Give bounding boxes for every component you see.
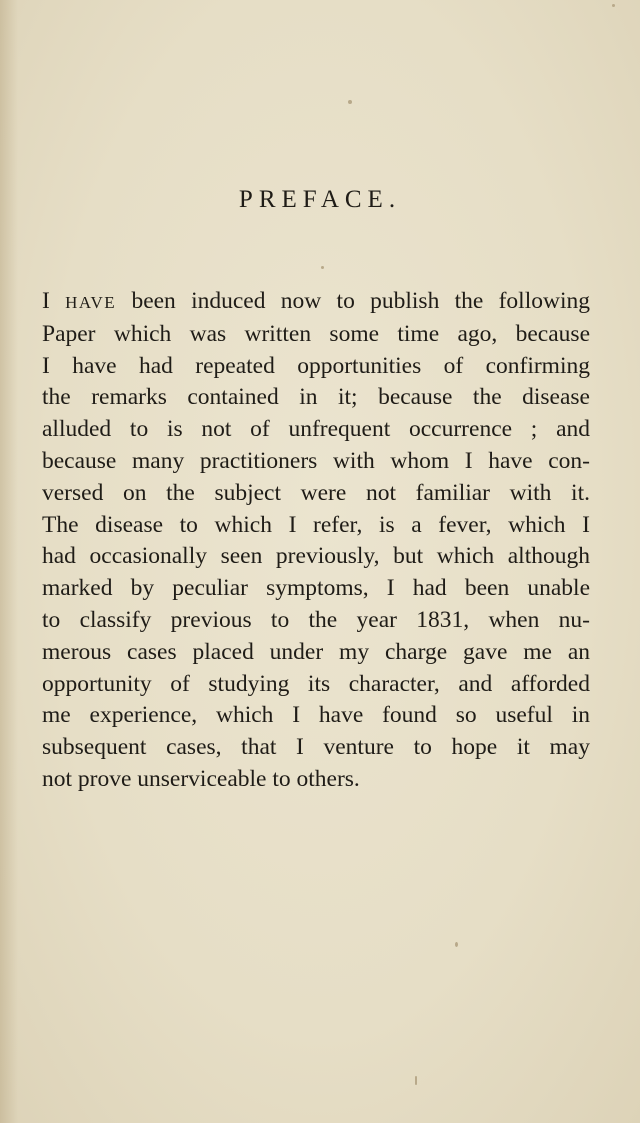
paragraph-line: Paper which was written some time ago, because: [42, 320, 590, 347]
paper-speck: [455, 942, 458, 947]
paper-speck: [612, 4, 615, 7]
page-gutter-shadow: [0, 0, 18, 1123]
paragraph-line: subsequent cases, that I venture to hope it may: [42, 734, 590, 761]
initial-word: I: [42, 288, 50, 314]
paragraph-line: had occasionally seen previously, but which although: [42, 543, 590, 570]
paragraph-line: opportunity of studying its character, and afforded: [42, 670, 590, 697]
paragraph-line: marked by peculiar symptoms, I had been unable: [42, 575, 590, 602]
paragraph-line: [42, 286, 590, 319]
paragraph-line: I have had repeated opportunities of confirming: [42, 352, 590, 379]
paragraph-line: versed on the subject were not familiar with it.: [42, 479, 590, 506]
paragraph-line: The disease to which I refer, is a fever, which I: [42, 511, 590, 538]
page-title: PREFACE.: [238, 186, 402, 213]
paragraph-line: merous cases placed under my charge gave me an: [42, 638, 590, 665]
paper-speck: [348, 100, 352, 104]
paragraph-line: alluded to is not of unfrequent occurrence ; and: [42, 416, 590, 443]
paragraph-line: because many practitioners with whom I have con-: [42, 447, 590, 474]
paper-speck: [321, 266, 324, 269]
paper-speck: [415, 1076, 417, 1085]
paragraph-line: to classify previous to the year 1831, when nu-: [42, 606, 590, 633]
line-text: been induced now to publish the following: [116, 288, 590, 314]
smallcaps-word: HAVE: [65, 293, 117, 312]
paragraph-line: not prove unserviceable to others.: [42, 765, 360, 792]
paragraph-line: me experience, which I have found so useful in: [42, 702, 590, 729]
preface-paragraph: [42, 286, 590, 796]
paragraph-line: the remarks contained in it; because the disease: [42, 384, 590, 411]
